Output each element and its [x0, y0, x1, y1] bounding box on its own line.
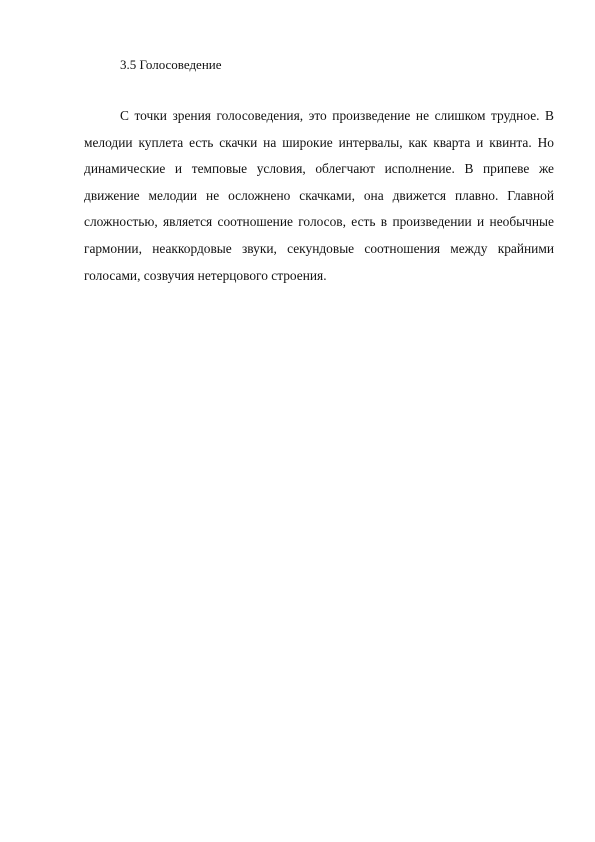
section-heading: 3.5 Голосоведение — [120, 57, 222, 72]
body-paragraph: С точки зрения голосоведения, это произведение не слишком трудное. В мелодии куплета есть скачки на широкие интервалы, как кварта и квинта. Но динамические и темповые условия, облегчают исполнение. В припеве же движение мелодии не осложнено скачками, она движется плавно. Главной сложностью, является соотношение голосов, есть в произведении и необычные гармонии, неаккордовые звуки, секундовые соотношения между крайними голосами, созвучия нетерцового строения. — [84, 108, 554, 283]
